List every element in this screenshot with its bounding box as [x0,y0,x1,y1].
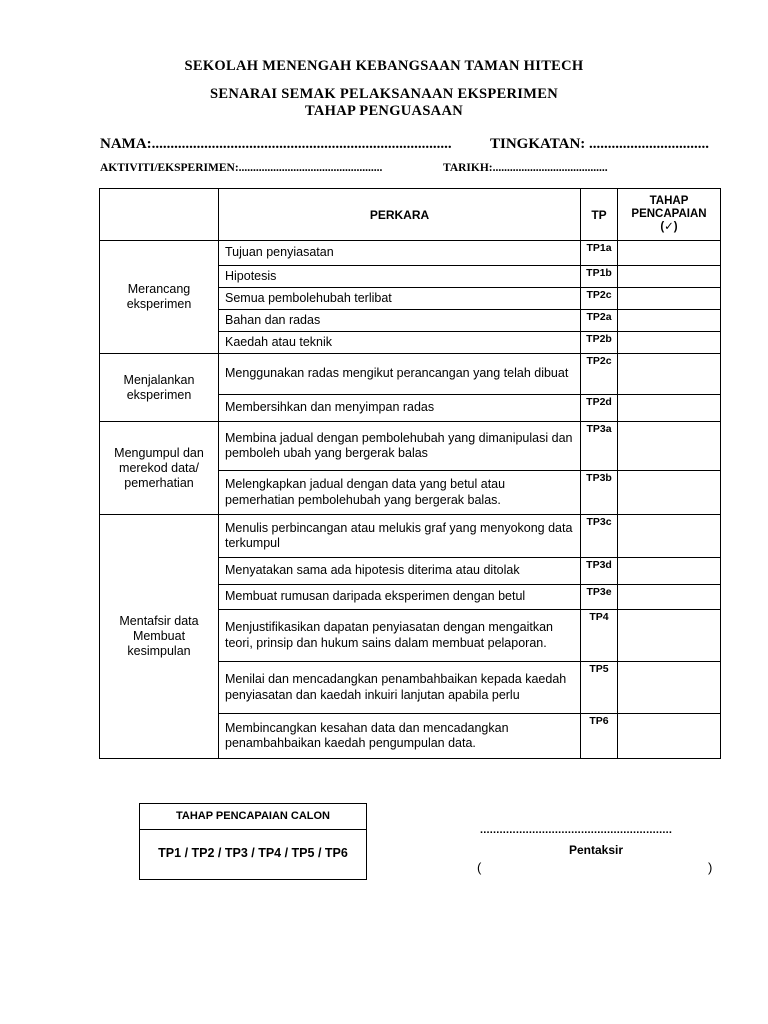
item-text: Menjustifikasikan dapatan penyiasatan dengan mengaitkan teori, prinsip dan hukum sains dalam membuat pelaporan. [219,610,581,662]
header-pencapaian-line1: TAHAP [649,195,689,207]
tp-code: TP3e [581,585,618,610]
tp-code: TP2b [581,332,618,354]
document-subtitle: TAHAP PENGUASAAN [305,103,463,119]
item-text: Membincangkan kesahan data dan mencadangkan penambahbaikan kaedah pengumpulan data. [219,714,581,759]
tp-code: TP1a [581,241,618,266]
tp-code: TP2c [581,354,618,395]
tp-code: TP5 [581,662,618,714]
table-row [100,515,721,558]
item-text: Menilai dan mencadangkan penambahbaikan kepada kaedah penyiasatan dan kaedah inkuiri lanjutan apabila perlu [219,662,581,714]
aktiviti-field: AKTIVITI/EKSPERIMEN:.................................................. [100,162,383,174]
check-cell[interactable] [618,395,721,422]
signature-paren-close: ) [708,860,713,875]
table-row [100,354,721,395]
tp-code: TP3c [581,515,618,558]
checklist-table [99,188,721,759]
header-pencapaian-line3: (✓) [660,221,678,233]
item-text: Kaedah atau teknik [219,332,581,354]
group-label-mengumpul: Mengumpul dan merekod data/ pemerhatian [100,422,219,515]
header-perkara: PERKARA [219,189,581,241]
summary-levels: TP1 / TP2 / TP3 / TP4 / TP5 / TP6 [158,846,348,860]
group-label-mentafsir: Mentafsir data Membuat kesimpulan [100,515,219,759]
check-cell[interactable] [618,610,721,662]
tingkatan-field: TINGKATAN: ................................ [490,136,710,152]
item-text: Membina jadual dengan pembolehubah yang dimanipulasi dan pemboleh ubah yang bergerak balas [219,422,581,471]
tp-code: TP6 [581,714,618,759]
item-text: Menulis perbincangan atau melukis graf yang menyokong data terkumpul [219,515,581,558]
check-cell[interactable] [618,558,721,585]
item-text: Membersihkan dan menyimpan radas [219,395,581,422]
tp-code: TP2d [581,395,618,422]
item-text: Melengkapkan jadual dengan data yang betul atau pemerhatian pembolehubah yang bergerak balas. [219,471,581,515]
check-cell[interactable] [618,714,721,759]
table-row [100,241,721,266]
header-pencapaian-line2: PENCAPAIAN [631,208,707,220]
check-cell[interactable] [618,422,721,471]
check-cell[interactable] [618,515,721,558]
check-cell[interactable] [618,288,721,310]
item-text: Membuat rumusan daripada eksperimen dengan betul [219,585,581,610]
nama-field: NAMA:................................................................................ [100,136,452,152]
tp-code: TP3d [581,558,618,585]
check-cell[interactable] [618,310,721,332]
item-text: Menyatakan sama ada hipotesis diterima atau ditolak [219,558,581,585]
item-text: Semua pembolehubah terlibat [219,288,581,310]
group-label-merancang: Merancang eksperimen [100,241,219,354]
tp-code: TP4 [581,610,618,662]
item-text: Tujuan penyiasatan [219,241,581,266]
check-cell[interactable] [618,354,721,395]
signature-line: ........................................................... [480,824,673,836]
group-label-menjalankan: Menjalankan eksperimen [100,354,219,422]
signature-label: Pentaksir [568,843,624,857]
tarikh-field: TARIKH:........................................ [443,162,608,174]
header-tahap-pencapaian [618,189,721,241]
check-cell[interactable] [618,241,721,266]
tp-code: TP2a [581,310,618,332]
tp-code: TP2c [581,288,618,310]
check-cell[interactable] [618,585,721,610]
check-cell[interactable] [618,471,721,515]
header-tp: TP [581,189,618,241]
tp-code: TP3a [581,422,618,471]
check-cell[interactable] [618,332,721,354]
check-cell[interactable] [618,662,721,714]
signature-paren-open: ( [477,860,482,875]
document-title: SENARAI SEMAK PELAKSANAAN EKSPERIMEN [210,86,558,102]
item-text: Hipotesis [219,266,581,288]
school-name: SEKOLAH MENENGAH KEBANGSAAN TAMAN HITECH [184,58,584,74]
header-blank-cell [100,189,219,241]
tp-code: TP3b [581,471,618,515]
table-header-row [100,189,721,241]
achievement-summary-box [139,803,367,880]
item-text: Bahan dan radas [219,310,581,332]
table-row [100,422,721,471]
item-text: Menggunakan radas mengikut perancangan yang telah dibuat [219,354,581,395]
summary-title: TAHAP PENCAPAIAN CALON [140,804,366,830]
tp-code: TP1b [581,266,618,288]
check-cell[interactable] [618,266,721,288]
